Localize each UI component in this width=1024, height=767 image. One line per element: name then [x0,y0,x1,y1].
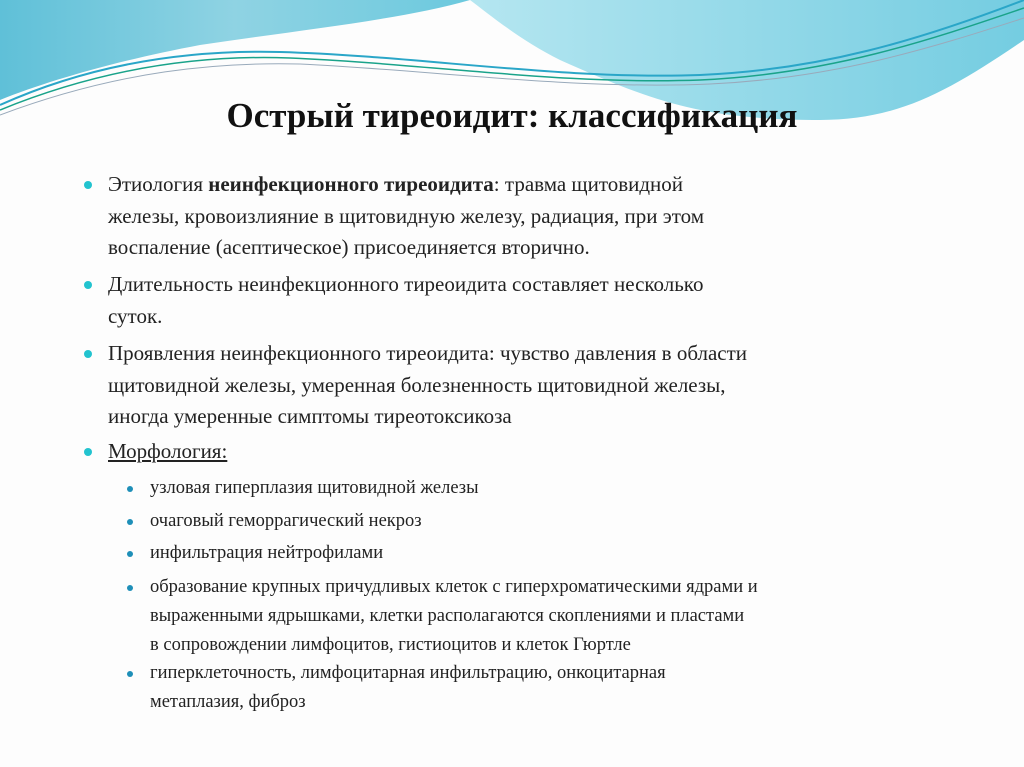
bullet-morphology [108,436,227,468]
sub-bullet [150,659,666,717]
bullet-dot-icon [127,486,133,492]
bold-term: неинфекционного тиреоидита [208,172,494,196]
sub-bullet [150,539,383,568]
bullet-manifestations [108,338,747,433]
text: узловая гиперплазия щитовидной железы [150,478,479,498]
bullet-etiology [108,169,704,264]
text: Морфология: [108,439,228,463]
text: иногда умеренные симптомы тиреотоксикоза [108,404,512,428]
text: очаговый геморрагический некроз [150,511,422,531]
text: : травма щитовидной [493,172,684,196]
text: щитовидной железы, умеренная болезненность щитовидной железы, [108,372,726,397]
text: железы, кровоизлияние в щитовидную железу, радиация, при этом [108,203,705,228]
sub-bullet [150,507,422,536]
text: Длительность неинфекционного тиреоидита составляет несколько [108,272,704,296]
bullet-dot-icon [127,671,133,677]
text: воспаление (асептическое) присоединяется вторично. [108,235,590,259]
text: метаплазия, фиброз [150,692,306,712]
bullet-dot-icon [84,181,92,189]
sub-bullet [150,573,758,660]
text: образование крупных причудливых клеток с гиперхроматическими ядрами и [150,577,758,597]
bullet-dot-icon [84,448,92,456]
slide-title: Острый тиреоидит: классификация [226,96,798,135]
bullet-dot-icon [84,350,92,358]
bullet-dot-icon [127,519,133,525]
text: выраженными ядрышками, клетки располагаются скоплениями и пластами [150,606,745,626]
text: Проявления неинфекционного тиреоидита: чувство давления в области [108,341,748,365]
text: Этиология [108,172,209,196]
sub-bullet [150,474,479,503]
bullet-dot-icon [127,585,133,591]
text: инфильтрация нейтрофилами [150,543,384,563]
bullet-duration [108,269,703,332]
text: в сопровождении лимфоцитов, гистиоцитов и клеток Гюртле [150,635,631,655]
bullet-dot-icon [84,281,92,289]
bullet-dot-icon [127,551,133,557]
text: суток. [108,303,163,328]
text: гиперклеточность, лимфоцитарная инфильтрацию, онкоцитарная [150,663,666,683]
